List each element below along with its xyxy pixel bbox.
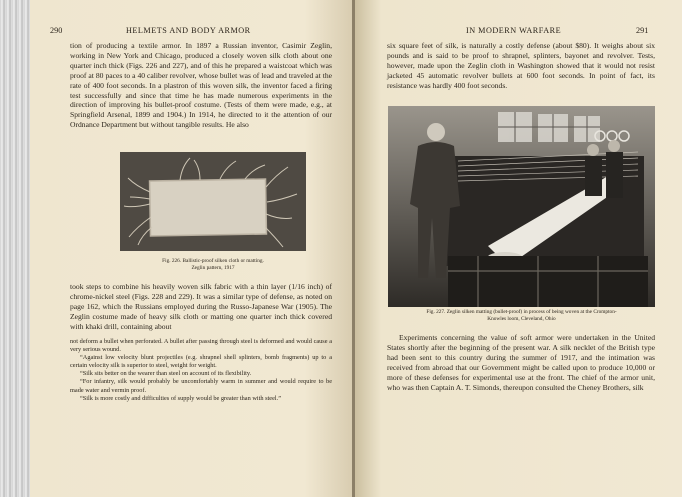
- page-number: 291: [636, 26, 649, 35]
- footnote: “Silk is more costly and difficulties of supply would be greater than with steel.”: [80, 394, 281, 402]
- loom-photo: [388, 106, 655, 307]
- left-page: [30, 0, 353, 497]
- footnote: “Against low velocity blunt projectiles (e.g. shrapnel shell splinters, bomb fragments) up to a certain velocity silk is superior to steel, weight for weight.: [70, 354, 332, 370]
- silk-cloth-photo: [120, 152, 306, 251]
- caption-line: Knowles loom, Cleveland, Ohio: [487, 315, 556, 322]
- figure-caption: [388, 309, 655, 323]
- right-page: [355, 0, 682, 497]
- caption-line: Fig. 227. Zeglin silken matting (bullet-proof) in process of being woven at the Crompton-: [426, 309, 617, 315]
- body-paragraph: six square feet of silk, is naturally a costly defense (about $80). It weighs about six pounds and is said to be proof to shrapnel, splinters, bayonet and revolver. Tests, however, made upon the Zeglin cloth in Washington showed that it would not resist jacketed 45 automatic revolver bullets at 600 foot seconds. In point of fact, its resistance was hardly 400 foot seconds.: [387, 41, 655, 90]
- footnote: not deform a bullet when perforated. A bullet after passing through steel is deformed and would cause a very serious wound.: [70, 338, 332, 354]
- caption-line: Zeglin pattern, 1917: [191, 264, 235, 271]
- page-number: 290: [50, 26, 63, 35]
- footnote: “For infantry, silk would probably be uncomfortably warm in summer and would require to be made water and vermin proof.: [70, 378, 332, 394]
- figure-silk-cloth: [120, 152, 306, 251]
- caption-line: Fig. 226. Ballistic-proof silken cloth or matting.: [162, 258, 264, 264]
- footnotes: [70, 338, 332, 403]
- scanner-binding-edge: [0, 0, 30, 497]
- body-paragraph: Experiments concerning the value of soft armor were undertaken in the United States shortly after the beginning of the present war. A silk necklet of the British type had been sent to this country during the summer of 1917, and the intimation was received from abroad that our Government might be called upon to produce 10,000 or more of these defenses for experimental use at the front. The chief of the armor unit, who was then Captain A. T. Simonds, thereupon consulted the Cheney Brothers, silk: [387, 333, 655, 392]
- body-paragraph: took steps to combine his heavily woven silk fabric with a thin layer (1/16 inch) of chrome-nickel steel (Figs. 228 and 229). It was a similar type of defense, as noted on page 162, which the Russians employed during the Russo-Japanese War (1905). The Zeglin costume made of heavy silk cloth or matting one quarter inch thick covered with khaki drill, containing about: [70, 282, 332, 331]
- running-head: IN MODERN WARFARE: [466, 26, 562, 35]
- figure-caption: [120, 258, 306, 272]
- figure-loom-photo: [388, 106, 655, 307]
- running-head: HELMETS AND BODY ARMOR: [126, 26, 251, 35]
- footnote: “Silk sits better on the wearer than steel on account of its flexibility.: [80, 370, 252, 378]
- body-paragraph: tion of producing a textile armor. In 1897 a Russian inventor, Casimir Zeglin, working in New York and Chicago, produced a closely woven silk cloth about one quarter inch thick (Figs. 226 and 227), and of this he prepared a waistcoat which was proof at 80 paces to a 40 caliber revolver, whose bullet was of lead and traveled at the rate of 400 foot seconds. In a plastron of this woven silk, the inventor faced a firing test successfully and since that time he has made numerous experiments in the direction of improving his bullet-proof costume. (Tests of them were made, e.g., at Springfield Arsenal, 1899 and 1904.) In 1914, he directed to it the attention of our Ordnance Department but without tangible results. He also: [70, 41, 332, 130]
